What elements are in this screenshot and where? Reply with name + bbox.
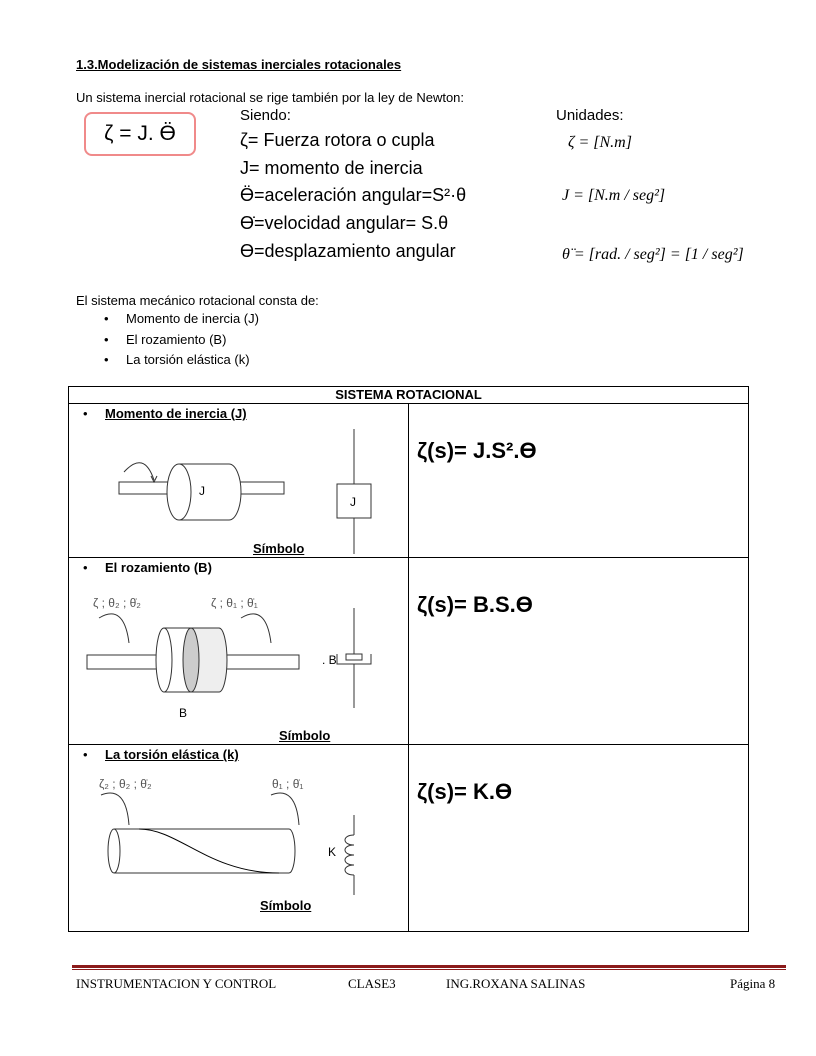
table-row — [69, 404, 749, 558]
footer-author: ING.ROXANA SALINAS — [446, 976, 586, 991]
list-item: • El rozamiento (B) — [104, 332, 259, 353]
diagram-label: ζ₂ ; θ₂ ; θ̇₂ — [99, 777, 152, 791]
newton-formula: ζ = J. Ӫ — [84, 112, 196, 156]
footer-course: INSTRUMENTACION Y CONTROL — [76, 976, 277, 991]
list-item: • Momento de inercia (J) — [104, 311, 259, 332]
rotational-system-table — [68, 386, 749, 932]
unit-inertia: J = [N.m / seg²] — [562, 187, 666, 204]
transfer-equation: ζ(s)= K.Ө — [417, 779, 513, 804]
row-title: • Momento de inercia (J) — [105, 406, 247, 421]
siendo-label: Siendo: — [240, 107, 291, 124]
symbol-label: . B — [322, 653, 337, 667]
transfer-equation: ζ(s)= J.S².Ө — [417, 438, 537, 463]
friction-diagram — [69, 558, 408, 745]
symbol-caption: Símbolo — [253, 541, 305, 556]
table-row — [69, 745, 749, 932]
intro-text: Un sistema inercial rotacional se rige también por la ley de Newton: — [76, 90, 465, 105]
footer-line-thin — [72, 969, 786, 970]
footer-line — [72, 965, 786, 968]
symbol-label: J — [350, 495, 356, 509]
definition: Ө̇=velocidad angular= S.θ — [240, 213, 449, 233]
diagram-label: ζ ; θ₂ ; θ̇₂ — [93, 596, 141, 610]
diagram-label: θ₁ ; θ̇₁ — [272, 777, 304, 791]
definition: Ө=desplazamiento angular — [240, 241, 456, 261]
table-header: SISTEMA ROTACIONAL — [69, 387, 749, 404]
row-title: • El rozamiento (B) — [105, 560, 212, 575]
consta-text: El sistema mecánico rotacional consta de: — [76, 293, 319, 308]
units-label: Unidades: — [556, 107, 624, 124]
diagram-label: B — [179, 706, 188, 720]
page-number: Página 8 — [730, 976, 776, 991]
component-list — [104, 311, 259, 373]
unit-acceleration: θ̈ = [rad. / seg²] = [1 / seg²] — [562, 246, 744, 263]
row-title: • La torsión elástica (k) — [105, 747, 239, 762]
symbol-caption: Símbolo — [279, 728, 331, 743]
definition: ζ= Fuerza rotora o cupla — [240, 130, 435, 150]
unit-torque: ζ = [N.m] — [568, 134, 632, 151]
list-item: • La torsión elástica (k) — [104, 352, 259, 373]
symbol-caption: Símbolo — [260, 898, 312, 913]
definition: J= momento de inercia — [240, 158, 423, 178]
definition: Ӫ=aceleración angular=S²·θ — [240, 185, 467, 205]
table-row — [69, 558, 749, 745]
transfer-equation: ζ(s)= B.S.Ө — [417, 592, 533, 617]
torsion-diagram — [69, 745, 408, 932]
footer-class: CLASE3 — [348, 976, 396, 991]
symbol-label: K — [328, 845, 337, 859]
diagram-label: J — [199, 484, 205, 498]
diagram-label: ζ ; θ₁ ; θ̇₁ — [211, 596, 258, 610]
inertia-diagram — [69, 404, 408, 558]
section-heading: 1.3.Modelización de sistemas inerciales rotacionales — [76, 57, 402, 72]
